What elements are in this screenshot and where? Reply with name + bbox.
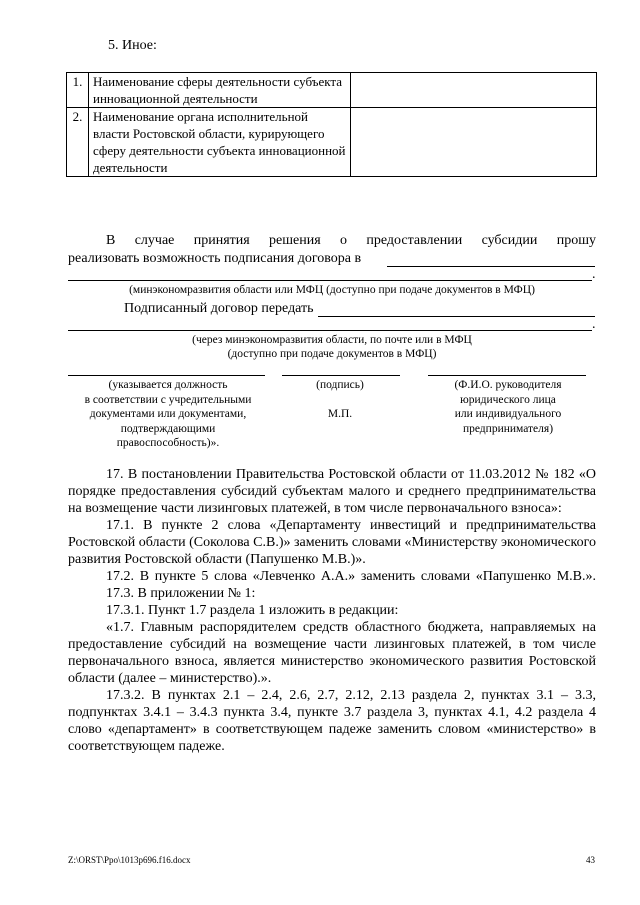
table-row [67,108,597,177]
row-value-cell[interactable] [351,73,597,108]
transfer-method-field[interactable] [318,316,595,317]
table-row [67,73,597,108]
paragraph-17-3-2: 17.3.2. В пунктах 2.1 – 2.4, 2.6, 2.7, 2.12, 2.13 раздела 2, пунктах 3.1 – 3.3, подпунктах 3.4.1 – 3.4.3 пункта 3.4, пункте 3.7 раздела 3, пунктах 4.1, 4.2 раздела 4 слово «департамент» в соответствующем падеже заменить словом «министерство» в соответствующем падеже. [68,688,596,754]
section-heading: 5. Иное: [108,38,157,53]
position-caption: (указывается должность в соответствии с учредительными документами или документами, подтверждающими правоспособность)». [84,379,252,449]
amendment-text [68,466,596,755]
paragraph-17-3-1: 17.3.1. Пункт 1.7 раздела 1 изложить в редакции: [106,603,399,618]
transfer-method-note: (через минэкономразвития области, по почте или в МФЦ [192,334,472,346]
page-number: 43 [586,855,595,865]
paragraph-17-1: 17.1. В пункте 2 слова «Департаменту инвестиций и предпринимательства Ростовской области (Соколова С.В.)» заменить словами «Министерству экономического развития Ростовской области (Папушенко М.В.)». [68,518,596,567]
paragraph-17-3: 17.3. В приложении № 1: [106,586,256,601]
row-value-cell[interactable] [351,108,597,177]
seal-mark: М.П. [327,408,353,420]
row-label: Наименование сферы деятельности субъекта инновационной деятельности [89,73,351,108]
transfer-label: Подписанный договор передать [124,301,314,316]
period: . [592,317,596,332]
full-name-caption: (Ф.И.О. руководителя юридического лица или индивидуального предпринимателя) [454,379,562,435]
signature-line[interactable] [282,375,400,376]
transfer-method-field-continued[interactable] [68,330,592,331]
row-number: 2. [67,108,89,177]
contract-request-text: В случае принятия решения о предоставлении субсидии прошу [106,233,596,248]
file-path: Z:\ORST\Ppo\1013p696.f16.docx [68,855,191,865]
row-label: Наименование органа исполнительной власти Ростовской области, курирующего сферу деятельности субъекта инновационной деятельности [89,108,351,177]
full-name-line[interactable] [428,375,586,376]
info-table [66,72,597,177]
paragraph-quoted-1-7: «1.7. Главным распорядителем средств областного бюджета, направляемых на предоставление субсидий на возмещение части лизинговых платежей, в том числе первоначального взноса, является министерство экономического развития Ростовской области (далее – министерство).». [68,620,596,686]
contract-location-field-continued[interactable] [68,280,592,281]
position-line[interactable] [68,375,265,376]
period: . [592,267,596,282]
row-number: 1. [67,73,89,108]
contract-request-text-line2: реализовать возможность подписания договора в [68,251,362,266]
contract-location-note: (минэкономразвития области или МФЦ (доступно при подаче документов в МФЦ) [129,284,535,296]
paragraph-17: 17. В постановлении Правительства Ростовской области от 11.03.2012 № 182 «О порядке предоставления субсидий субъектам малого и среднего предпринимательства на возмещение части лизинговых платежей, в том числе первоначального взноса»: [68,467,596,516]
transfer-method-note: (доступно при подаче документов в МФЦ) [227,348,437,360]
paragraph-17-2: 17.2. В пункте 5 слова «Левченко А.А.» заменить словами «Папушенко М.В.». [106,569,596,584]
contract-location-field[interactable] [387,266,595,267]
signature-caption: (подпись) М.П. [280,378,400,422]
